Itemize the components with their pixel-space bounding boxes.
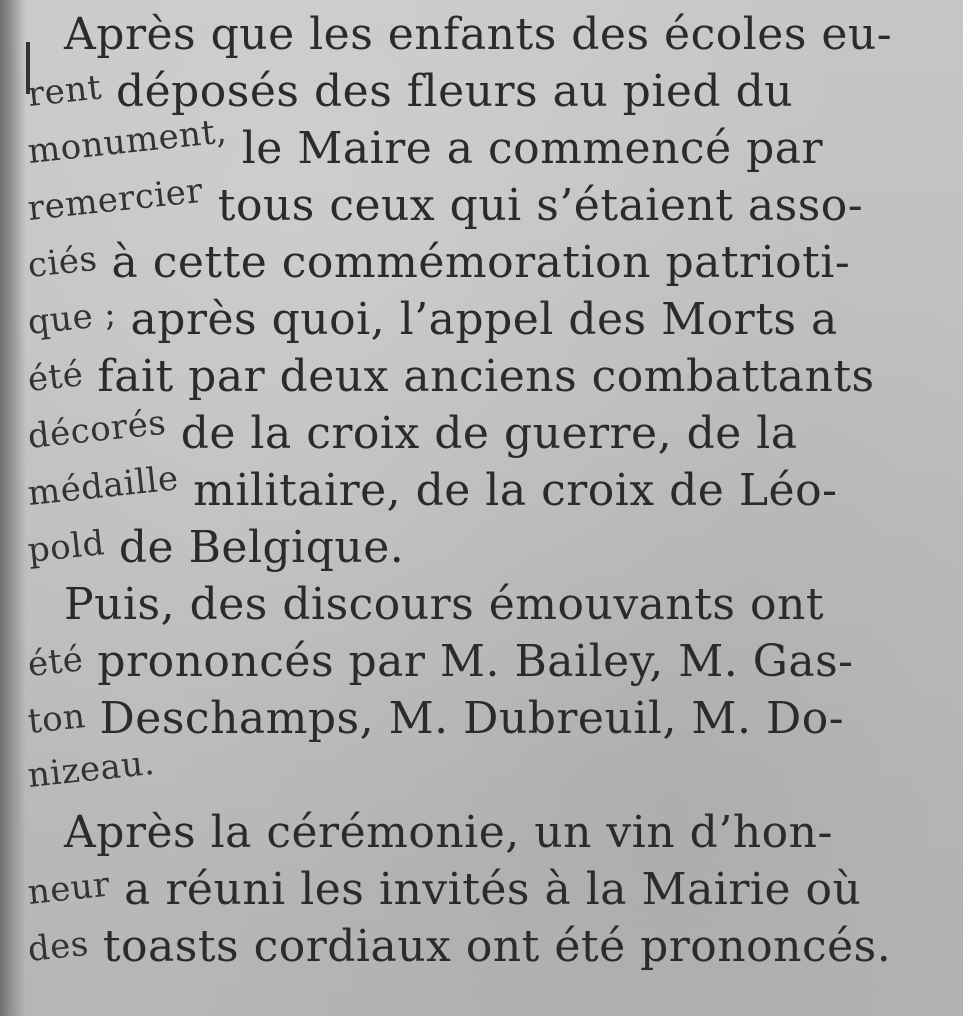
text-line: [25, 291, 953, 349]
line-start-word: ciés: [25, 238, 100, 286]
line-start-word: ton: [25, 696, 88, 742]
line-start-word: remercier: [25, 170, 205, 229]
line-start-word: des: [25, 923, 91, 970]
text-line: [28, 6, 953, 64]
line-text: Après que les enfants des écoles eu-: [64, 9, 893, 60]
line-text: fait par deux anciens combattants: [97, 351, 875, 402]
line-start-word: nizeau.: [25, 742, 157, 796]
text-line: [25, 519, 953, 577]
line-start-word: décorés: [25, 402, 169, 457]
line-text: militaire, de la croix de Léo-: [193, 465, 838, 516]
line-text: tous ceux qui s’étaient asso-: [217, 180, 864, 231]
cut-off-heading: [300, 996, 620, 1016]
line-start-word: monument,: [25, 111, 229, 172]
text-line: [25, 348, 953, 406]
text-line: [25, 170, 953, 235]
line-start-word: médaille: [25, 458, 181, 514]
line-text: à cette commémoration patrioti-: [111, 237, 851, 288]
line-start-word: été: [25, 354, 86, 400]
line-text: prononcés par M. Bailey, M. Gas-: [97, 636, 854, 687]
line-text: de Belgique.: [118, 522, 405, 573]
text-line: [25, 633, 953, 691]
line-start-word: neur: [25, 864, 112, 913]
text-line: [25, 234, 953, 292]
text-line: [25, 458, 953, 520]
page-fold-shadow: [0, 0, 26, 1016]
line-start-word: pold: [25, 523, 107, 571]
line-start-word: été: [25, 639, 86, 685]
text-line: [25, 690, 953, 748]
line-text: a réuni les invités à la Mairie où: [124, 864, 862, 915]
line-start-word: que ;: [25, 293, 119, 343]
article-body: [25, 0, 953, 1016]
text-line: [28, 576, 953, 634]
line-text: déposés des fleurs au pied du: [115, 66, 794, 117]
line-text: après quoi, l’appel des Morts a: [130, 294, 838, 345]
line-text: le Maire a commencé par: [241, 123, 824, 174]
text-line: [28, 804, 953, 862]
text-line: [25, 742, 953, 805]
line-start-word: rent: [25, 67, 104, 115]
text-line: [25, 861, 953, 919]
line-text: de la croix de guerre, de la: [180, 408, 798, 459]
line-text: Après la cérémonie, un vin d’hon-: [64, 807, 833, 858]
line-text: toasts cordiaux ont été prononcés.: [102, 921, 892, 972]
line-text: Deschamps, M. Dubreuil, M. Do-: [99, 693, 845, 744]
text-line: [25, 918, 953, 976]
line-text: Puis, des discours émouvants ont: [64, 579, 825, 630]
